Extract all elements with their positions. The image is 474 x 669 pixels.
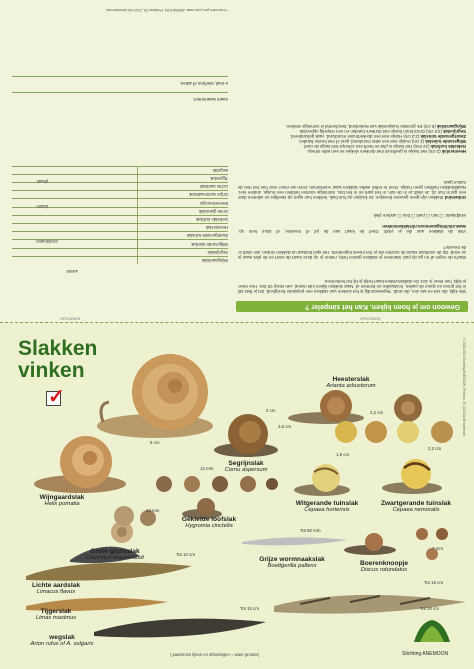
species-latin: Helix pomatia bbox=[44, 501, 80, 507]
form-label: Witgerande tuinslak bbox=[191, 241, 228, 247]
para-body: Slakken zijn geen gewone beestjes. Ze kruipen op hun buik, hebben hun ogen op steeltjes en ademen door een gat in hun zij. Je vindt ze in de tuin, in het park en in het bos. Sommige soorten hebben een huisje, andere niet. Naaktslakken hebben geen huisje. Door te tellen welke slakken waar voorkomen, leren we meer over hoe het met de natuur gaat. bbox=[238, 179, 466, 200]
form-cell bbox=[12, 240, 138, 248]
option-park[interactable]: ☐ park bbox=[416, 213, 431, 218]
boerenknoopje-row-illustration bbox=[410, 524, 460, 564]
note-item bbox=[238, 129, 466, 134]
option-label: park bbox=[416, 213, 425, 218]
size-witgerande: 1,8 cm bbox=[336, 452, 350, 457]
note-text: (3,5 cm) Groot bruin huisje met donkere banden en een rimpelig oppervlak. bbox=[298, 128, 442, 134]
fold-line bbox=[0, 322, 474, 323]
species-name: Boerenknoopje bbox=[360, 560, 408, 567]
witgerande-illustration bbox=[292, 462, 352, 498]
banner: Gewoon om je hoen kijken. Kan het simpeler ? bbox=[236, 301, 468, 312]
note-name: Segrijnslak bbox=[443, 128, 466, 134]
form-cell bbox=[12, 182, 138, 190]
size-heesterslak: 2 cm bbox=[266, 408, 276, 413]
form-label: wegslak bbox=[212, 167, 228, 173]
species-latin: Hygromia cinctella bbox=[185, 523, 233, 529]
species-name: Segrijnslak bbox=[228, 460, 264, 467]
note-text: (12 mm) Het huisje is plat en heeft een scherpe kiel langs de rand. bbox=[303, 143, 430, 149]
label-gekielde-loofslak bbox=[166, 516, 252, 529]
label-segrijnslak bbox=[210, 460, 282, 473]
species-name: Lichte aardslak bbox=[31, 582, 80, 589]
form-cell bbox=[12, 248, 138, 256]
form-row[interactable] bbox=[12, 190, 228, 198]
form-label: Tijgerslak bbox=[210, 176, 228, 182]
species-latin: Limacus flavus bbox=[36, 589, 76, 595]
note-name: Wijngaardslak bbox=[436, 123, 466, 129]
intro-paragraph-3: Vink de slakken aan die je vindt. Geef de kaart aan de juf of meester, of stuur hem op. bbox=[238, 229, 466, 234]
species-text bbox=[238, 180, 466, 200]
fold-label-right: OPVOUWEN bbox=[360, 317, 381, 321]
label-wegslak bbox=[14, 634, 110, 647]
anemoon-logo-icon bbox=[410, 616, 454, 646]
observation-form bbox=[12, 108, 228, 274]
note-text: (2 cm) Huisje met een witte mondrand, geel of met bruine banden. bbox=[297, 138, 424, 144]
species-name: Gekielde loofslak bbox=[181, 516, 237, 523]
logo-text: Stichting ANEMOON bbox=[402, 651, 449, 657]
option-label: bos bbox=[402, 213, 410, 218]
col-coordinaten: coördinaten bbox=[36, 239, 58, 244]
intro-text-3 bbox=[238, 224, 466, 234]
form-row[interactable] bbox=[12, 166, 228, 174]
species-latin: Boettgerilla pallens bbox=[267, 563, 317, 569]
note-name: Witgerande tuinslak bbox=[425, 138, 466, 144]
species-name: Tijgerslak bbox=[40, 608, 72, 615]
species-name: Zwartgerande tuinslak bbox=[381, 500, 451, 507]
size-wormnaakslak: Tot 50 mm bbox=[300, 528, 321, 533]
form-label: Heesterslak bbox=[205, 225, 228, 231]
zwartgerande-illustration bbox=[380, 456, 444, 496]
segrijnslak-illustration bbox=[212, 410, 282, 460]
email-label: e-mail, telefoon of adres: bbox=[179, 81, 228, 86]
form-cell bbox=[12, 191, 138, 199]
label-lichte-aardslak bbox=[18, 582, 94, 595]
tijgerslak-illustration bbox=[270, 584, 470, 620]
size-gekielde: 12 mm bbox=[200, 466, 214, 471]
option-bos[interactable]: ☐ bos bbox=[402, 213, 416, 218]
size-aardslak: Tot 10 cm bbox=[176, 552, 196, 557]
glansslak-small-illustration bbox=[110, 502, 160, 532]
size-extra-tijger: Tot 19 cm bbox=[424, 580, 444, 585]
form-cell bbox=[12, 199, 138, 207]
option-tuin[interactable]: ☐ tuin bbox=[431, 213, 444, 218]
form-row[interactable] bbox=[12, 223, 228, 231]
size-zwartgerande: 2,2 cm bbox=[428, 446, 442, 451]
size-wegslak: Tot 15 cm bbox=[240, 606, 260, 611]
species-name: Witgerande tuinslak bbox=[295, 500, 359, 507]
form-cell bbox=[12, 166, 138, 174]
size-segrijnslak: 3,5 cm bbox=[278, 424, 292, 429]
species-latin: Arianta arbustorum bbox=[326, 383, 376, 389]
wormnaakslak-illustration bbox=[240, 534, 350, 548]
footer-note: ( paarsroze lijnen en afmetingen = ware grootte) bbox=[170, 652, 260, 657]
size-wijngaardslak: 5 cm bbox=[150, 440, 160, 445]
intro-text bbox=[238, 279, 466, 294]
copyright-side: © 2020-2022 Stichting ANEMOON, Postbus 29, 2120 AA Bennebroek bbox=[462, 338, 466, 437]
label-wijngaardslak bbox=[22, 494, 102, 507]
form-label: Segrijnslak bbox=[207, 249, 228, 255]
label-wormnaakslak bbox=[244, 556, 340, 569]
form-label: Gekielde loofslak bbox=[196, 217, 228, 223]
form-row[interactable] bbox=[12, 215, 228, 223]
label-boerenknoopje bbox=[344, 560, 424, 573]
size-glansslak: 13 mm bbox=[146, 508, 160, 513]
species-name: Grote glansslak bbox=[90, 548, 140, 555]
size-tijgerslak: Tot 20 cm bbox=[420, 606, 440, 611]
size-boerenknoopje: 7 mm bbox=[432, 546, 443, 551]
label-grote-glansslak bbox=[70, 548, 160, 561]
species-name: Wijngaardslak bbox=[39, 494, 85, 501]
note-name: Heesterslak bbox=[441, 149, 466, 154]
species-latin: Cornu aspersum bbox=[224, 467, 268, 473]
species-latin: Cepaea nemoralis bbox=[392, 507, 440, 513]
species-latin: Limax maximus bbox=[35, 615, 77, 621]
form-cell bbox=[12, 215, 138, 223]
col-plaats: plaats bbox=[36, 179, 48, 184]
label-tijgerslak bbox=[18, 608, 94, 621]
back-side-upside-down bbox=[0, 0, 474, 322]
species-latin: Discus rotundatus bbox=[360, 567, 408, 573]
email-field[interactable] bbox=[12, 76, 228, 86]
species-notes bbox=[238, 123, 466, 154]
note-name: Gekielde loofslak bbox=[430, 143, 466, 149]
col-aantal: aantal bbox=[66, 269, 78, 274]
note-text: (2 cm) Het huisje is geelbruin met donkere vlekjes en een witte streep. bbox=[306, 149, 441, 154]
note-text: (5 cm) De grootste huisjesslak van Nederland, beschermd in sommige streken. bbox=[285, 123, 436, 129]
form-label: Zwartgerande tuinslak bbox=[186, 233, 228, 239]
form-label: Lichte aardslak bbox=[199, 184, 228, 190]
species-latin: Arion rufus of A. vulgaris bbox=[30, 641, 94, 647]
form-row[interactable] bbox=[12, 248, 228, 256]
title-line-1: Slakken bbox=[18, 337, 98, 360]
option-label: andere plek bbox=[373, 213, 397, 218]
gekielde-row-illustration bbox=[150, 470, 280, 498]
note-item bbox=[238, 149, 466, 154]
species-name: Grijze wormnaakslak bbox=[259, 556, 325, 563]
note-item bbox=[238, 123, 466, 128]
endpoint-row bbox=[374, 212, 467, 218]
label-witgerande bbox=[284, 500, 370, 513]
endpoint-label: eindplaats: bbox=[444, 213, 466, 218]
form-label: Boerenknoopje bbox=[199, 200, 228, 206]
option-label: tuin bbox=[431, 213, 439, 218]
intro-paragraph: Wie kijkt, die ziet en wie ziet, die vindt. Tegenwoordig is het zoeken van slakken een populaire bezigheid. Zet je fiets stil in het groen en speur de paden, houtwallen en bermen af. Naar slakken kijken lukt overal, van stoep tot bos. Hoe meer je kijkt, hoe meer je ziet. De slakkenvinken-kaart helpt je bij het herkennen. bbox=[238, 278, 466, 294]
intro-text-2 bbox=[238, 245, 466, 260]
helix-illustration bbox=[30, 432, 130, 494]
form-label: Grijze wormnaakslak bbox=[189, 192, 228, 198]
address-note: * inzenden per post naar: ANEMOON, Postbus 29, 2120 AA Bennebroek bbox=[106, 8, 228, 12]
note-item bbox=[238, 139, 466, 144]
check-icon: ✓ bbox=[48, 386, 65, 408]
form-cell bbox=[12, 207, 138, 215]
form-cell bbox=[12, 256, 138, 264]
wijngaardslak-illustration bbox=[95, 344, 225, 444]
note-item bbox=[238, 134, 466, 139]
name-label: naam waarnemer: bbox=[192, 97, 228, 102]
species-name: wegslak bbox=[49, 634, 75, 641]
form-cell bbox=[12, 231, 138, 239]
note-item bbox=[238, 144, 466, 149]
zwartgerande-row-illustration bbox=[332, 418, 462, 446]
form-row[interactable] bbox=[12, 256, 228, 264]
boerenknoopje-illustration bbox=[340, 530, 400, 558]
form-label: Grote glansslak bbox=[198, 208, 228, 214]
note-name: Zwartgerande tuinslak bbox=[420, 133, 466, 139]
label-zwartgerande bbox=[368, 500, 464, 513]
intro-paragraph-2: Wacht de regen af en ga op pad. Wanneer je slakken gezien hebt, noteer je op deze kaart de soort en de plek waar je ze vond. Op de voorkant staan de soorten die je het meest tegenkomt. Het spel bestaat uit slakken vinken: wie vindt er de meeste? bbox=[238, 244, 466, 260]
col-datum: datum bbox=[36, 204, 48, 209]
title-line-2: vinken bbox=[18, 359, 85, 382]
label-heesterslak bbox=[316, 376, 386, 389]
note-text: (2,2 cm) Huisje met een donkerbruine mondrand, vaak gebandeerd. bbox=[289, 133, 420, 139]
para-title: Onbemind bbox=[444, 195, 466, 200]
form-cell bbox=[12, 223, 138, 231]
species-latin: Cepaea hortensis bbox=[304, 507, 350, 513]
page-title bbox=[18, 338, 97, 382]
website-link[interactable]: www.stichtinganemoon.nl/slakkenvinken bbox=[382, 223, 466, 229]
form-cell bbox=[12, 174, 138, 182]
species-name: Heesterslak bbox=[332, 376, 370, 383]
fold-label-left: OPVOUWEN bbox=[60, 317, 81, 321]
name-field[interactable] bbox=[12, 92, 228, 102]
option-andere[interactable]: ☐ andere plek bbox=[373, 213, 402, 218]
size-extra-1: 2,2 cm bbox=[370, 410, 384, 415]
form-label: Wijngaardslak bbox=[201, 258, 228, 263]
species-latin: Oxychilus draparnaudi bbox=[86, 555, 144, 561]
